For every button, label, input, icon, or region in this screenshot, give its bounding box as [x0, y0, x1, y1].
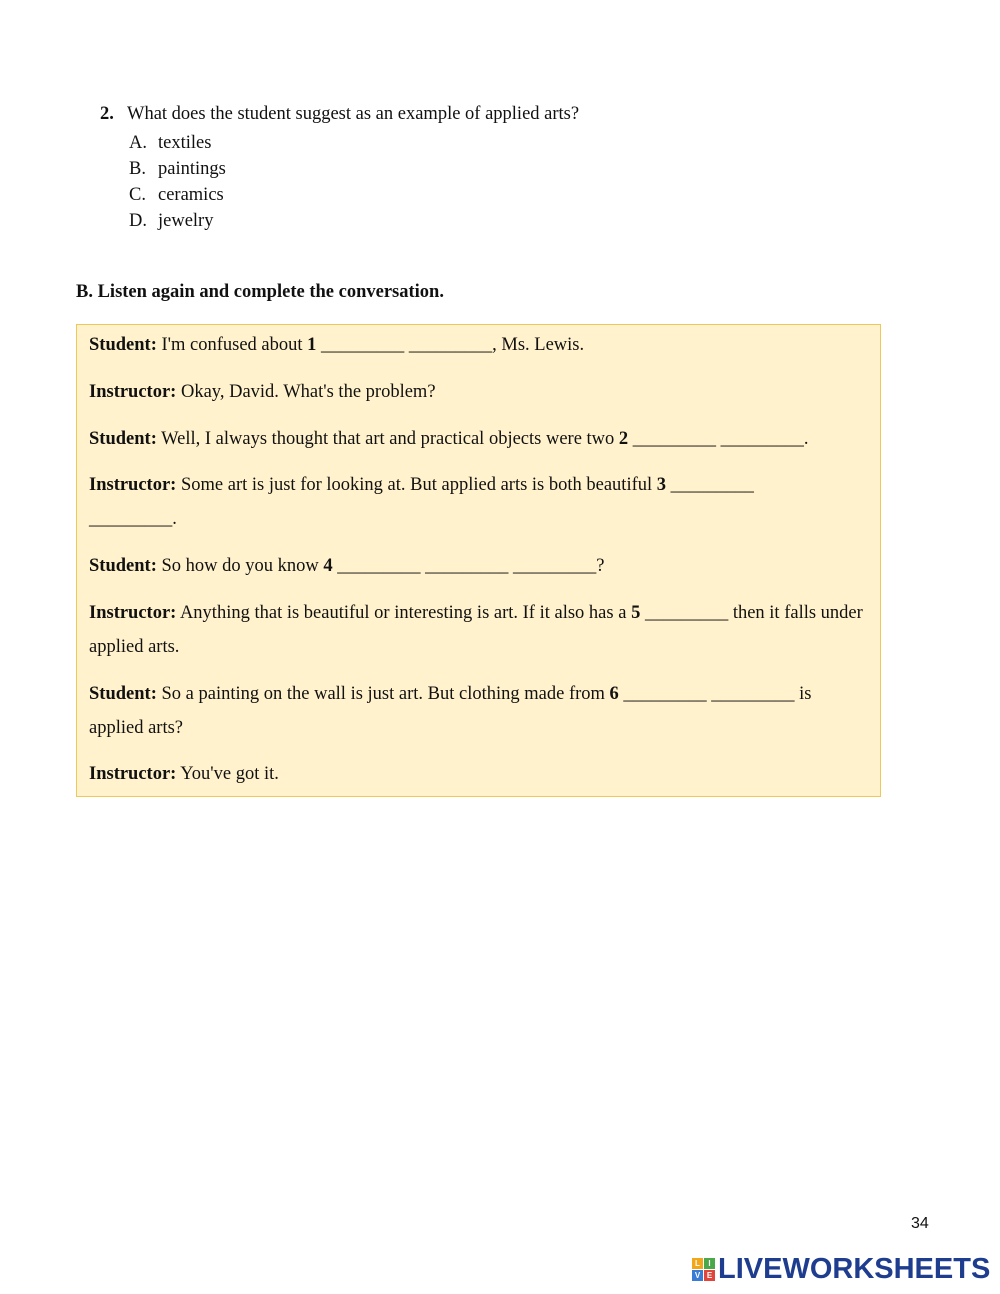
page-number: 34: [911, 1215, 929, 1232]
option-text: textiles: [158, 133, 212, 153]
question-number: 2.: [100, 104, 114, 124]
line-text: So how do you know: [156, 556, 324, 576]
logo-letter: I: [704, 1258, 715, 1269]
answer-blank[interactable]: _________ _________ _________?: [332, 556, 605, 576]
option-text: ceramics: [158, 185, 224, 205]
liveworksheets-brand: [692, 1252, 990, 1286]
brand-name: LIVEWORKSHEETS: [718, 1252, 991, 1285]
answer-blank[interactable]: _________ _________, Ms. Lewis.: [316, 335, 585, 355]
speaker-label: Student:: [89, 556, 157, 576]
conversation-line-2: [89, 375, 869, 409]
logo-letter: V: [692, 1270, 703, 1281]
blank-number: 1: [307, 335, 317, 355]
section-b-title: B. Listen again and complete the conversation.: [76, 282, 444, 302]
speaker-label: Student:: [89, 429, 157, 449]
conversation-line-1: [89, 328, 869, 362]
option-letter: D.: [129, 211, 147, 231]
blank-number: 4: [323, 556, 333, 576]
question-text: What does the student suggest as an example of applied arts?: [127, 104, 580, 124]
option-text: paintings: [158, 159, 226, 179]
conversation-line-6: [89, 596, 869, 664]
option-text: jewelry: [158, 211, 214, 231]
conversation-line-3: [89, 422, 869, 456]
line-text: Well, I always thought that art and practical objects were two: [156, 429, 619, 449]
option-d[interactable]: [129, 208, 226, 234]
speaker-label: Student:: [89, 684, 157, 704]
speaker-label: Instructor:: [89, 475, 177, 495]
answer-blank[interactable]: _________ _________.: [628, 429, 809, 449]
conversation-line-8: [89, 757, 869, 791]
line-text: Some art is just for looking at. But applied arts is both beautiful: [176, 475, 657, 495]
conversation-box: [76, 324, 881, 797]
speaker-label: Instructor:: [89, 382, 177, 402]
line-text: Okay, David. What's the problem?: [176, 382, 436, 402]
line-text: Anything that is beautiful or interesting is art. If it also has a: [176, 603, 632, 623]
answer-blank[interactable]: _________ _________ is applied arts?: [89, 684, 812, 738]
logo-letter: E: [704, 1270, 715, 1281]
answer-blank[interactable]: _________ then it falls under applied arts.: [89, 603, 863, 657]
option-a[interactable]: [129, 130, 226, 156]
blank-number: 3: [656, 475, 667, 495]
logo-letter: L: [692, 1258, 703, 1269]
option-letter: A.: [129, 133, 147, 153]
speaker-label: Student:: [89, 335, 157, 355]
blank-number: 2: [618, 429, 629, 449]
question-2: [100, 104, 579, 125]
option-letter: B.: [129, 159, 146, 179]
line-text: So a painting on the wall is just art. But clothing made from: [156, 684, 610, 704]
conversation-line-7: [89, 677, 869, 745]
speaker-label: Instructor:: [89, 603, 177, 623]
line-text: You've got it.: [176, 764, 279, 784]
blank-number: 5: [631, 603, 641, 623]
conversation-line-4: [89, 468, 809, 536]
line-text: I'm confused about: [156, 335, 308, 355]
option-c[interactable]: [129, 182, 226, 208]
answer-options: [129, 130, 226, 234]
speaker-label: Instructor:: [89, 764, 177, 784]
option-b[interactable]: [129, 156, 226, 182]
conversation-line-5: [89, 549, 869, 583]
option-letter: C.: [129, 185, 146, 205]
blank-number: 6: [609, 684, 619, 704]
answer-blank[interactable]: _________ _________.: [89, 475, 754, 529]
liveworksheets-logo-icon: [692, 1258, 715, 1281]
